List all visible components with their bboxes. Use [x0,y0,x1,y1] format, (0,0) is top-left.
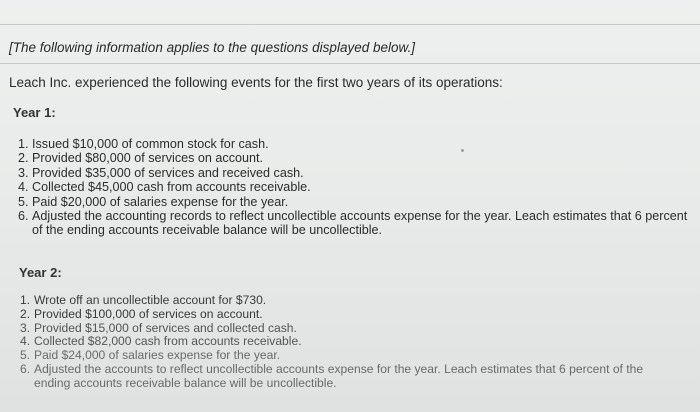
list-item [20,349,680,363]
item-text: Adjusted the accounting records to reflect uncollectible accounts expense for the year. Leach estimates that 6 percent of the ending accounts receivable balance will be uncollectible. [32,209,688,238]
item-text: Provided $15,000 of services and collected cash. [34,320,297,335]
item-number: 3. [20,320,31,335]
item-number: 6. [20,361,31,376]
dust-speck [461,149,464,152]
list-item [20,335,680,349]
item-number: 4. [20,334,31,349]
list-item [18,151,698,165]
item-text: Paid $20,000 of salaries expense for the year. [32,194,289,209]
item-text: Provided $35,000 of services and received cash. [32,165,304,180]
list-item [18,180,698,194]
item-text: Collected $45,000 cash from accounts receivable. [32,180,311,195]
item-number: 2. [20,306,31,321]
list-item [20,363,680,391]
list-item [20,322,680,336]
list-item [18,195,698,209]
item-number: 1. [18,137,29,151]
list-item [18,166,698,180]
list-item [18,137,698,151]
year1-heading: Year 1: [13,105,56,120]
section-divider [0,63,700,64]
year2-heading: Year 2: [19,265,62,280]
item-text: Adjusted the accounts to reflect uncollectible accounts expense for the year. Leach estimates that 6 percent of the ending accounts receivable balance will be uncollectible. [34,361,644,390]
item-text: Wrote off an uncollectible account for $730. [34,293,267,307]
item-number: 3. [18,165,29,180]
problem-intro: Leach Inc. experienced the following events for the first two years of its operations: [9,75,503,90]
item-number: 6. [18,209,29,224]
item-text: Provided $80,000 of services on account. [32,151,264,166]
item-number: 5. [18,194,29,209]
year2-event-list [20,294,680,391]
list-item [20,308,680,322]
list-item [18,209,698,238]
item-text: Collected $82,000 cash from accounts receivable. [34,334,302,349]
item-number: 5. [20,348,31,363]
item-number: 1. [20,293,31,307]
item-number: 4. [18,180,29,195]
item-text: Issued $10,000 of common stock for cash. [32,137,269,151]
list-item [20,294,680,308]
item-text: Provided $100,000 of services on account. [34,306,263,321]
item-text: Paid $24,000 of salaries expense for the year. [34,348,281,363]
top-divider [0,24,700,25]
year1-event-list [18,137,698,238]
instruction-note: [The following information applies to the questions displayed below.] [9,40,415,55]
item-number: 2. [18,151,29,166]
